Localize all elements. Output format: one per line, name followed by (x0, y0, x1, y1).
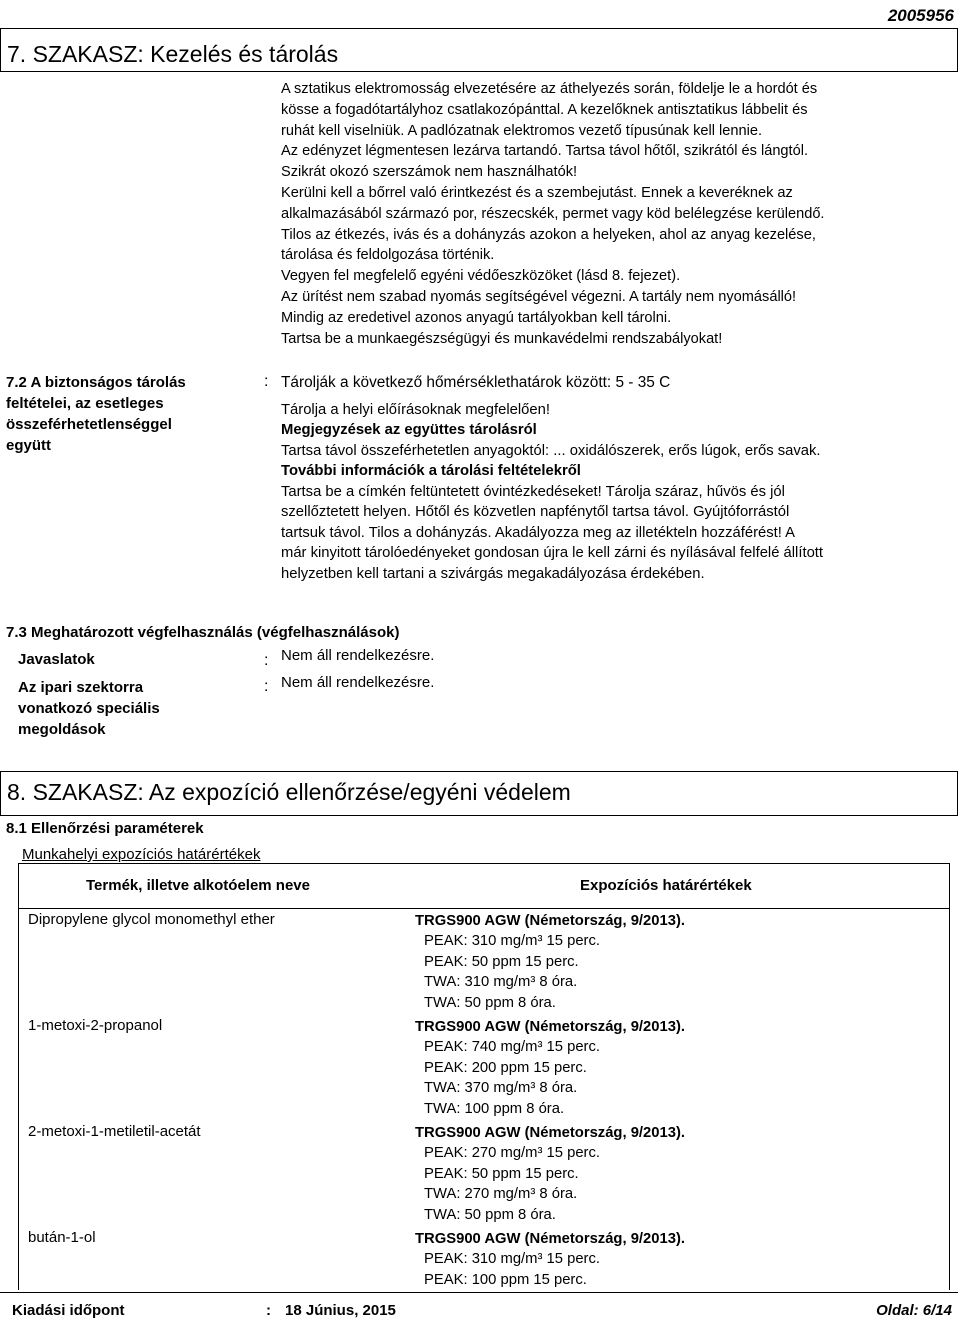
handling-line: tárolása és feldolgozása történik. (281, 247, 495, 264)
handling-line: Tilos az étkezés, ivás és a dohányzás azokon a helyeken, ahol az anyag kezelése, (281, 226, 816, 243)
limit-item: PEAK: 50 ppm 15 perc. (424, 953, 579, 970)
recommendations-value: Nem áll rendelkezésre. (281, 647, 435, 664)
limit-source: TRGS900 AGW (Németország, 9/2013). (415, 1231, 685, 1247)
handling-line: Szikrát okozó szerszámok nem használhatók! (281, 164, 578, 181)
limit-item: TWA: 310 mg/m³ 8 óra. (424, 974, 578, 991)
table-row-limits (415, 1123, 685, 1225)
limit-item: PEAK: 200 ppm 15 perc. (424, 1059, 587, 1076)
industrial-label-line: megoldások (18, 721, 106, 738)
handling-line: Mindig az eredetivel azonos anyagú tartályokban kell tárolni. (281, 309, 672, 326)
handling-line: Az edényzet légmentesen lezárva tartandó. Tartsa távol hőtől, szikrától és lángtól. (281, 143, 809, 160)
limit-source: TRGS900 AGW (Németország, 9/2013). (415, 1019, 685, 1035)
table-row-substance: 2-metoxi-1-metiletil-acetát (28, 1123, 201, 1140)
storage-label-line: 7.2 A biztonságos tárolás (6, 374, 186, 391)
table-row-limits (415, 1229, 685, 1290)
limit-item: TWA: 100 ppm 8 óra. (424, 1100, 565, 1117)
more-info-line: tartsuk távol. Tilos a dohányzás. Akadályozza meg az illetékteln hozzáférést! A (281, 524, 796, 541)
limit-source: TRGS900 AGW (Németország, 9/2013). (415, 913, 685, 929)
issue-date-colon: : (266, 1302, 271, 1319)
limit-item: TWA: 370 mg/m³ 8 óra. (424, 1080, 578, 1097)
industrial-label-line: Az ipari szektorra (18, 679, 144, 696)
industrial-colon: : (264, 678, 269, 695)
table-header-limits: Expozíciós határértékek (580, 877, 752, 894)
storage-label-line: összeférhetetlenséggel (6, 416, 172, 433)
more-info-heading: További információk a tárolási feltételekről (281, 463, 581, 479)
storage-label (6, 372, 186, 456)
limit-source: TRGS900 AGW (Németország, 9/2013). (415, 1125, 685, 1141)
storage-colon: : (264, 373, 269, 390)
issue-date-label: Kiadási időpont (12, 1302, 125, 1319)
handling-text (281, 79, 825, 349)
limit-item: PEAK: 740 mg/m³ 15 perc. (424, 1039, 600, 1056)
more-info-line: már kinyitott tárolóedényeket gondosan újra le kell zárni és nyílásával felfelé állított (281, 545, 824, 561)
limit-item: PEAK: 270 mg/m³ 15 perc. (424, 1145, 600, 1162)
recommendations-colon: : (264, 652, 269, 669)
handling-line: ruhát kell viselniük. A padlózatnak elektromos vezető típusúnak kell lennie. (281, 122, 763, 139)
limit-item: PEAK: 310 mg/m³ 15 perc. (424, 933, 600, 950)
document-number: 2005956 (887, 6, 954, 25)
more-info-line: szellőztetett helyen. Hőtől és közvetlen napfénytől tartsa távol. Gyújtóforrástól (281, 504, 790, 520)
end-use-title: 7.3 Meghatározott végfelhasználás (végfelhasználások) (6, 624, 400, 641)
storage-label-line: feltételei, az esetleges (6, 395, 164, 412)
compat-heading: Megjegyzések az együttes tárolásról (281, 422, 537, 438)
limit-item: PEAK: 310 mg/m³ 15 perc. (424, 1251, 600, 1268)
more-info-line: helyzetben kell tartani a szivárgás megakadályozása érdekében. (281, 565, 705, 582)
limit-item: PEAK: 50 ppm 15 perc. (424, 1165, 579, 1182)
section-7-header (0, 28, 958, 72)
storage-body (281, 373, 823, 584)
table-header-substance: Termék, illetve alkotóelem neve (86, 877, 310, 894)
industrial-label (18, 677, 160, 740)
table-row-substance: Dipropylene glycol monomethyl ether (28, 911, 275, 928)
limit-item: TWA: 50 ppm 8 óra. (424, 1206, 556, 1223)
table-row-limits (415, 1017, 685, 1119)
handling-line: A sztatikus elektromosság elvezetésére az áthelyezés során, földelje le a hordót és (281, 81, 818, 97)
handling-line: Vegyen fel megfelelő egyéni védőeszközöket (lásd 8. fejezet). (281, 268, 681, 285)
issue-date-value: 18 Június, 2015 (285, 1302, 396, 1319)
limit-item: TWA: 270 mg/m³ 8 óra. (424, 1186, 578, 1203)
limit-item: TWA: 50 ppm 8 óra. (424, 994, 556, 1011)
table-row-substance: bután-1-ol (28, 1229, 96, 1246)
industrial-value: Nem áll rendelkezésre. (281, 674, 435, 691)
control-parameters-title: 8.1 Ellenőrzési paraméterek (6, 820, 204, 837)
storage-label-line: együtt (6, 437, 51, 454)
industrial-label-line: vonatkozó speciális (18, 700, 160, 717)
exposure-limits-title: Munkahelyi expozíciós határértékek (22, 846, 261, 863)
handling-line: alkalmazásából származó por, részecskék, permet vagy köd belélegzése kerülendő. (281, 205, 825, 222)
storage-temperature: Tárolják a következő hőmérséklethatárok között: 5 - 35 C (281, 374, 671, 391)
handling-line: Tartsa be a munkaegészségügyi és munkavédelmi rendszabályokat! (281, 330, 723, 347)
recommendations-label: Javaslatok (18, 651, 95, 668)
handling-line: kösse a fogadótartályhoz csatlakozópánttal. A kezelőknek antisztatikus lábbelit és (281, 101, 808, 118)
footer-divider (0, 1292, 958, 1293)
handling-line: Kerülni kell a bőrrel való érintkezést és a szembejutást. Ennek a keveréknek az (281, 184, 793, 201)
handling-line: Az ürítést nem szabad nyomás segítségével végezni. A tartály nem nyomásálló! (281, 288, 797, 305)
table-row-limits (415, 911, 685, 1013)
storage-local-rules: Tárolja a helyi előírásoknak megfelelően! (281, 401, 550, 418)
section-8-header (0, 771, 958, 816)
compat-text: Tartsa távol összeférhetetlen anyagoktól: ... oxidálószerek, erős lúgok, erős savak. (281, 442, 821, 459)
more-info-line: Tartsa be a címkén feltüntetett óvintézkedéseket! Tárolja száraz, hűvös és jól (281, 483, 785, 500)
section-7-title: 7. SZAKASZ: Kezelés és tárolás (7, 41, 339, 67)
page-number: Oldal: 6/14 (876, 1302, 952, 1319)
table-header-divider (18, 908, 950, 909)
limit-item: PEAK: 100 ppm 15 perc. (424, 1271, 587, 1288)
section-8-title: 8. SZAKASZ: Az expozíció ellenőrzése/egyéni védelem (7, 779, 571, 805)
table-row-substance: 1-metoxi-2-propanol (28, 1017, 163, 1034)
